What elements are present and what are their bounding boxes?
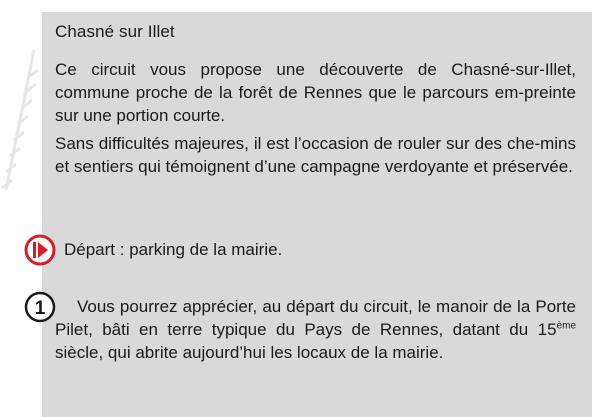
step-number: 1	[34, 298, 46, 319]
intro-paragraph: Ce circuit vous propose une découverte de Chasné-sur-Illet, commune proche de la forêt de Rennes que le parcours em-preinte sur une portion courte.	[55, 60, 576, 125]
tire-track-decoration	[0, 40, 40, 200]
section-title: Chasné sur Illet	[55, 22, 175, 41]
step-number-icon	[24, 291, 56, 323]
step1-superscript: ème	[556, 320, 576, 332]
step1-text-after: siècle, qui abrite aujourd’hui les locaux de la mairie.	[55, 343, 444, 362]
depart-text: Départ : parking de la mairie.	[64, 240, 283, 259]
step1-text-before: Vous pourrez apprécier, au départ du circuit, le manoir de la Porte Pilet, bâti en terre typique du Pays de Rennes, datant du 15	[55, 297, 576, 339]
depart-row	[24, 234, 282, 266]
description-paragraph: Sans difficultés majeures, il est l’occasion de rouler sur des che-mins et sentiers qui témoignent d’une campagne verdoyante et préservée.	[55, 134, 576, 176]
content-panel	[34, 12, 592, 417]
start-flag-icon	[24, 234, 56, 266]
step1-paragraph	[55, 295, 576, 364]
